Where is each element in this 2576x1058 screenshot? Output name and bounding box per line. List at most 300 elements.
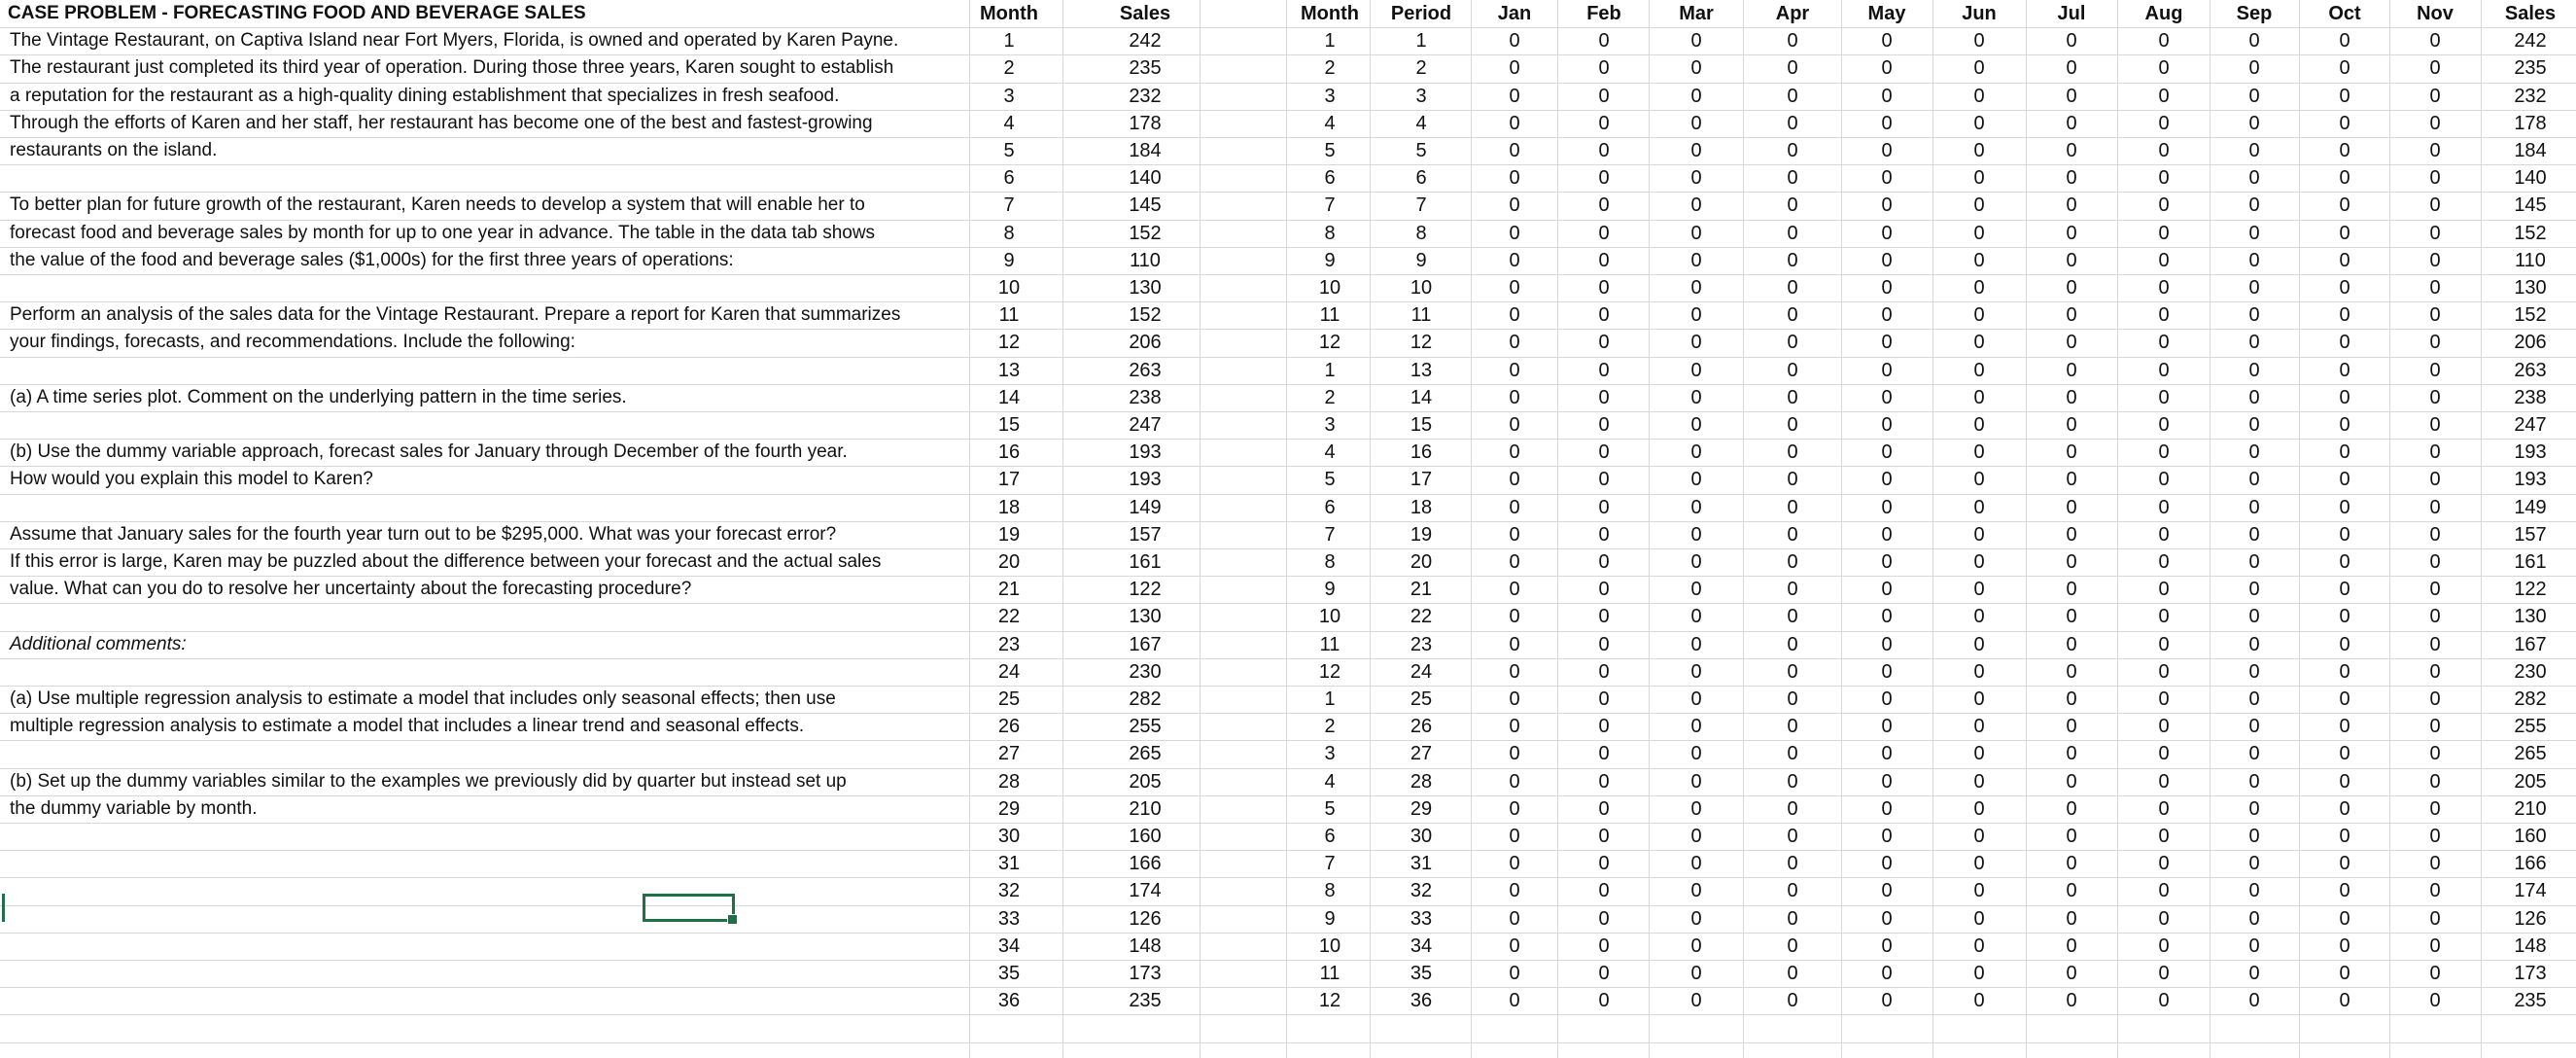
table1-month-cell: 15 [997,414,1021,436]
dummy-cell: 0 [1598,30,1610,52]
dummy-cell: 0 [1598,387,1610,408]
dummy-cell: 0 [1881,469,1893,490]
dummy-cell: 0 [1973,798,1985,820]
table2-period-cell: 23 [1410,634,1433,655]
dummy-cell: 0 [1598,688,1610,710]
table2-sales-cell: 238 [2514,387,2547,408]
dummy-cell: 0 [2429,194,2441,216]
table1-sales-cell: 255 [1129,716,1162,737]
dummy-cell: 0 [2429,387,2441,408]
dummy-cell: 0 [1598,469,1610,490]
dummy-cell: 0 [1598,743,1610,764]
dummy-cell: 0 [2248,908,2260,930]
dummy-cell: 0 [2339,113,2350,134]
dummy-cell: 0 [2429,634,2441,655]
grid-col-line [1841,0,1842,1058]
table2-month-cell: 11 [1319,963,1340,984]
table2-header: Month [1301,3,1359,24]
dummy-cell: 0 [2158,469,2170,490]
dummy-cell: 0 [1787,524,1798,546]
dummy-cell: 0 [1509,387,1520,408]
dummy-cell: 0 [2066,963,2077,984]
dummy-cell: 0 [2066,469,2077,490]
table2-month-cell: 12 [1318,332,1341,353]
table2-sales-cell: 122 [2514,579,2547,600]
dummy-cell: 0 [1690,304,1702,326]
table1-sales-cell: 263 [1129,360,1162,381]
dummy-cell: 0 [1509,688,1520,710]
dummy-cell: 0 [1690,223,1702,244]
dummy-cell: 0 [1509,250,1520,271]
dummy-cell: 0 [2158,634,2170,655]
table2-period-cell: 15 [1410,414,1433,436]
table1-sales-cell: 247 [1129,414,1162,436]
dummy-cell: 0 [2066,688,2077,710]
description-line: a reputation for the restaurant as a high-quality dining establishment that specializes in fresh seafood. [10,86,840,106]
table2-month-cell: 6 [1324,497,1336,518]
table2-sales-cell: 230 [2514,661,2547,683]
dummy-cell: 0 [1881,332,1893,353]
table1-sales-cell: 184 [1129,140,1162,161]
table2-period-cell: 30 [1410,826,1433,847]
dummy-cell: 0 [1881,908,1893,930]
dummy-cell: 0 [1598,579,1610,600]
dummy-cell: 0 [1690,140,1702,161]
dummy-cell: 0 [2429,441,2441,463]
dummy-cell: 0 [1881,140,1893,161]
dummy-cell: 0 [2158,661,2170,683]
dummy-cell: 0 [1973,771,1985,793]
dummy-cell: 0 [1973,167,1985,189]
dummy-cell: 0 [2429,716,2441,737]
dummy-cell: 0 [1690,497,1702,518]
dummy-cell: 0 [2429,688,2441,710]
table1-month-cell: 9 [1003,250,1015,271]
table1-sales-cell: 126 [1129,908,1162,930]
table2-sales-cell: 184 [2514,140,2547,161]
dummy-cell: 0 [1973,140,1985,161]
dummy-cell: 0 [2429,880,2441,901]
table2-header: Jul [2057,3,2086,24]
table2-period-cell: 19 [1410,524,1433,546]
dummy-cell: 0 [1973,716,1985,737]
grid-row-line [0,1042,2576,1043]
dummy-cell: 0 [1973,223,1985,244]
table2-period-cell: 22 [1410,606,1433,627]
dummy-cell: 0 [2158,30,2170,52]
table2-month-cell: 2 [1324,387,1336,408]
dummy-cell: 0 [1787,332,1798,353]
dummy-cell: 0 [1509,551,1520,573]
dummy-cell: 0 [1598,277,1610,299]
dummy-cell: 0 [2339,277,2350,299]
table2-month-cell: 6 [1324,826,1336,847]
grid-row-line [0,1014,2576,1015]
table1-sales-cell: 193 [1129,441,1162,463]
dummy-cell: 0 [2429,853,2441,874]
dummy-cell: 0 [1598,990,1610,1011]
dummy-cell: 0 [1973,113,1985,134]
table2-month-cell: 3 [1324,414,1336,436]
table1-sales-cell: 145 [1129,194,1162,216]
table2-sales-cell: 263 [2514,360,2547,381]
dummy-cell: 0 [1881,606,1893,627]
table2-month-cell: 1 [1324,360,1336,381]
grid-col-line [1932,0,1933,1058]
table2-sales-cell: 126 [2514,908,2547,930]
grid-col-line [1743,0,1744,1058]
dummy-cell: 0 [2066,86,2077,107]
dummy-cell: 0 [2066,360,2077,381]
dummy-cell: 0 [1881,30,1893,52]
table2-sales-cell: 157 [2514,524,2547,546]
dummy-cell: 0 [2339,223,2350,244]
dummy-cell: 0 [2158,716,2170,737]
dummy-cell: 0 [1881,167,1893,189]
dummy-cell: 0 [1973,250,1985,271]
table2-sales-cell: 167 [2514,634,2547,655]
dummy-cell: 0 [1509,441,1520,463]
table2-sales-cell: 161 [2514,551,2547,573]
table1-month-cell: 33 [997,908,1021,930]
dummy-cell: 0 [2429,935,2441,957]
dummy-cell: 0 [2429,113,2441,134]
table1-header: Month [980,3,1038,24]
dummy-cell: 0 [2339,360,2350,381]
table1-sales-cell: 122 [1129,579,1162,600]
dummy-cell: 0 [2429,497,2441,518]
dummy-cell: 0 [2339,497,2350,518]
dummy-cell: 0 [1881,634,1893,655]
sheet-title: CASE PROBLEM - FORECASTING FOOD AND BEVERAGE SALES [8,3,586,23]
dummy-cell: 0 [2248,414,2260,436]
table1-sales-cell: 110 [1130,250,1161,271]
dummy-cell: 0 [2429,963,2441,984]
dummy-cell: 0 [2248,524,2260,546]
dummy-cell: 0 [2339,661,2350,683]
table1-month-cell: 24 [997,661,1021,683]
table1-month-cell: 7 [1003,194,1015,216]
dummy-cell: 0 [2066,414,2077,436]
dummy-cell: 0 [1690,826,1702,847]
dummy-cell: 0 [2158,277,2170,299]
dummy-cell: 0 [1509,963,1520,984]
table1-sales-cell: 265 [1129,743,1162,764]
table1-month-cell: 36 [997,990,1021,1011]
table1-sales-cell: 235 [1129,990,1162,1011]
dummy-cell: 0 [2248,223,2260,244]
dummy-cell: 0 [2339,606,2350,627]
dummy-cell: 0 [2429,250,2441,271]
dummy-cell: 0 [1690,743,1702,764]
table2-period-cell: 21 [1410,579,1433,600]
description-line: Perform an analysis of the sales data for the Vintage Restaurant. Prepare a report for Karen that summarizes [10,304,901,325]
dummy-cell: 0 [2066,497,2077,518]
table2-month-cell: 5 [1324,469,1336,490]
dummy-cell: 0 [1881,579,1893,600]
dummy-cell: 0 [2248,606,2260,627]
dummy-cell: 0 [1690,963,1702,984]
dummy-cell: 0 [2066,716,2077,737]
dummy-cell: 0 [1509,167,1520,189]
table2-header: Jan [1497,3,1532,24]
table2-header: Oct [2328,3,2361,24]
dummy-cell: 0 [2429,57,2441,79]
dummy-cell: 0 [1690,277,1702,299]
dummy-cell: 0 [1881,414,1893,436]
dummy-cell: 0 [1690,688,1702,710]
description-line: How would you explain this model to Karen? [10,469,373,489]
description-line: (b) Use the dummy variable approach, forecast sales for January through December of the fourth year. [10,441,848,462]
table1-sales-cell: 193 [1129,469,1162,490]
table2-sales-cell: 152 [2514,304,2547,326]
dummy-cell: 0 [2429,86,2441,107]
dummy-cell: 0 [2066,853,2077,874]
table2-sales-cell: 178 [2514,113,2547,134]
dummy-cell: 0 [1598,524,1610,546]
dummy-cell: 0 [1881,716,1893,737]
dummy-cell: 0 [1509,771,1520,793]
table2-period-cell: 5 [1415,140,1427,161]
dummy-cell: 0 [1690,469,1702,490]
dummy-cell: 0 [2066,140,2077,161]
dummy-cell: 0 [2339,441,2350,463]
table2-sales-cell: 110 [2515,250,2546,271]
dummy-cell: 0 [2248,304,2260,326]
table2-period-cell: 28 [1410,771,1433,793]
dummy-cell: 0 [2248,826,2260,847]
table1-sales-cell: 160 [1129,826,1162,847]
dummy-cell: 0 [2339,469,2350,490]
dummy-cell: 0 [2158,250,2170,271]
table1-sales-cell: 161 [1129,551,1162,573]
dummy-cell: 0 [1509,524,1520,546]
dummy-cell: 0 [2248,579,2260,600]
dummy-cell: 0 [2066,387,2077,408]
dummy-cell: 0 [1690,771,1702,793]
dummy-cell: 0 [1973,360,1985,381]
dummy-cell: 0 [2066,304,2077,326]
dummy-cell: 0 [1509,223,1520,244]
table1-month-cell: 26 [997,716,1021,737]
table1-sales-cell: 130 [1129,277,1162,299]
dummy-cell: 0 [1598,880,1610,901]
dummy-cell: 0 [1881,304,1893,326]
dummy-cell: 0 [1973,414,1985,436]
dummy-cell: 0 [1787,880,1798,901]
dummy-cell: 0 [1509,304,1520,326]
table1-month-cell: 28 [997,771,1021,793]
dummy-cell: 0 [1690,441,1702,463]
dummy-cell: 0 [1598,441,1610,463]
dummy-cell: 0 [1881,57,1893,79]
dummy-cell: 0 [1881,743,1893,764]
table2-sales-cell: 152 [2514,223,2547,244]
dummy-cell: 0 [2248,387,2260,408]
dummy-cell: 0 [1509,606,1520,627]
dummy-cell: 0 [1690,661,1702,683]
table1-month-cell: 21 [997,579,1021,600]
dummy-cell: 0 [2248,167,2260,189]
dummy-cell: 0 [1787,743,1798,764]
dummy-cell: 0 [2158,387,2170,408]
table2-month-cell: 12 [1318,990,1341,1011]
dummy-cell: 0 [1787,441,1798,463]
dummy-cell: 0 [2158,908,2170,930]
table1-sales-cell: 140 [1129,167,1162,189]
table2-month-cell: 3 [1324,86,1336,107]
dummy-cell: 0 [1598,935,1610,957]
dummy-cell: 0 [1509,853,1520,874]
table1-month-cell: 5 [1003,140,1015,161]
dummy-cell: 0 [2158,223,2170,244]
table1-month-cell: 19 [997,524,1021,546]
dummy-cell: 0 [1973,524,1985,546]
table2-header: May [1867,3,1906,24]
table2-period-cell: 27 [1410,743,1433,764]
dummy-cell: 0 [1787,387,1798,408]
dummy-cell: 0 [1973,661,1985,683]
dummy-cell: 0 [2429,743,2441,764]
table1-sales-cell: 235 [1129,57,1162,79]
dummy-cell: 0 [1598,606,1610,627]
dummy-cell: 0 [2248,277,2260,299]
table1-month-cell: 17 [997,469,1021,490]
dummy-cell: 0 [1509,661,1520,683]
table2-period-cell: 12 [1410,332,1433,353]
description-line: Assume that January sales for the fourth year turn out to be $295,000. What was your forecast error? [10,524,837,545]
table2-period-cell: 32 [1410,880,1433,901]
dummy-cell: 0 [2339,908,2350,930]
dummy-cell: 0 [1973,606,1985,627]
dummy-cell: 0 [2066,880,2077,901]
dummy-cell: 0 [1787,771,1798,793]
dummy-cell: 0 [1973,387,1985,408]
dummy-cell: 0 [1973,441,1985,463]
dummy-cell: 0 [1509,880,1520,901]
table2-sales-cell: 145 [2514,194,2547,216]
dummy-cell: 0 [1881,551,1893,573]
dummy-cell: 0 [1787,86,1798,107]
dummy-cell: 0 [1787,990,1798,1011]
dummy-cell: 0 [2158,414,2170,436]
grid-col-line [2389,0,2390,1058]
dummy-cell: 0 [2429,579,2441,600]
dummy-cell: 0 [1509,332,1520,353]
dummy-cell: 0 [1690,524,1702,546]
dummy-cell: 0 [1509,716,1520,737]
dummy-cell: 0 [2339,880,2350,901]
dummy-cell: 0 [2429,469,2441,490]
dummy-cell: 0 [1973,935,1985,957]
dummy-cell: 0 [2158,853,2170,874]
table2-header: Period [1390,3,1452,24]
dummy-cell: 0 [1787,634,1798,655]
dummy-cell: 0 [1787,798,1798,820]
table1-month-cell: 29 [997,798,1021,820]
dummy-cell: 0 [2248,935,2260,957]
table1-month-cell: 2 [1003,57,1015,79]
dummy-cell: 0 [1690,716,1702,737]
dummy-cell: 0 [2066,826,2077,847]
selected-cell[interactable] [643,894,735,922]
table2-sales-cell: 174 [2514,880,2547,901]
description-line: the value of the food and beverage sales ($1,000s) for the first three years of operations: [10,250,734,270]
dummy-cell: 0 [1690,387,1702,408]
table2-period-cell: 14 [1410,387,1433,408]
table2-period-cell: 2 [1415,57,1427,79]
dummy-cell: 0 [2248,194,2260,216]
table2-month-cell: 6 [1324,167,1336,189]
dummy-cell: 0 [1973,277,1985,299]
table2-sales-cell: 160 [2514,826,2547,847]
grid-col-line [1062,0,1063,1058]
dummy-cell: 0 [1598,634,1610,655]
dummy-cell: 0 [1598,853,1610,874]
table2-period-cell: 36 [1410,990,1433,1011]
table2-header: Sales [2504,3,2557,24]
dummy-cell: 0 [1881,387,1893,408]
dummy-cell: 0 [1973,880,1985,901]
table2-sales-cell: 265 [2514,743,2547,764]
table2-sales-cell: 235 [2514,990,2547,1011]
dummy-cell: 0 [1690,30,1702,52]
table2-period-cell: 10 [1410,277,1433,299]
dummy-cell: 0 [1598,250,1610,271]
table1-sales-cell: 149 [1129,497,1162,518]
dummy-cell: 0 [1690,551,1702,573]
table1-month-cell: 14 [997,387,1021,408]
dummy-cell: 0 [2158,57,2170,79]
dummy-cell: 0 [2339,551,2350,573]
dummy-cell: 0 [2158,113,2170,134]
table2-sales-cell: 235 [2514,57,2547,79]
dummy-cell: 0 [2248,743,2260,764]
dummy-cell: 0 [1973,634,1985,655]
table2-period-cell: 33 [1410,908,1433,930]
dummy-cell: 0 [2429,360,2441,381]
dummy-cell: 0 [2248,634,2260,655]
table2-header: Mar [1679,3,1714,24]
dummy-cell: 0 [2429,551,2441,573]
fill-handle[interactable] [727,914,738,925]
dummy-cell: 0 [2158,606,2170,627]
dummy-cell: 0 [1690,634,1702,655]
table1-month-cell: 12 [997,332,1021,353]
table1-sales-cell: 206 [1129,332,1162,353]
table1-sales-cell: 205 [1129,771,1162,793]
dummy-cell: 0 [1509,826,1520,847]
dummy-cell: 0 [1690,360,1702,381]
table2-period-cell: 3 [1415,86,1427,107]
dummy-cell: 0 [1690,332,1702,353]
dummy-cell: 0 [1509,579,1520,600]
table2-period-cell: 29 [1410,798,1433,820]
dummy-cell: 0 [1598,716,1610,737]
table1-sales-cell: 238 [1129,387,1162,408]
dummy-cell: 0 [2248,441,2260,463]
table2-month-cell: 9 [1324,579,1336,600]
table2-month-cell: 5 [1324,798,1336,820]
table2-month-cell: 10 [1318,606,1341,627]
table1-month-cell: 25 [997,688,1021,710]
dummy-cell: 0 [2066,277,2077,299]
dummy-cell: 0 [1973,469,1985,490]
table2-month-cell: 3 [1324,743,1336,764]
dummy-cell: 0 [1881,250,1893,271]
table2-month-cell: 7 [1324,524,1336,546]
dummy-cell: 0 [1787,908,1798,930]
